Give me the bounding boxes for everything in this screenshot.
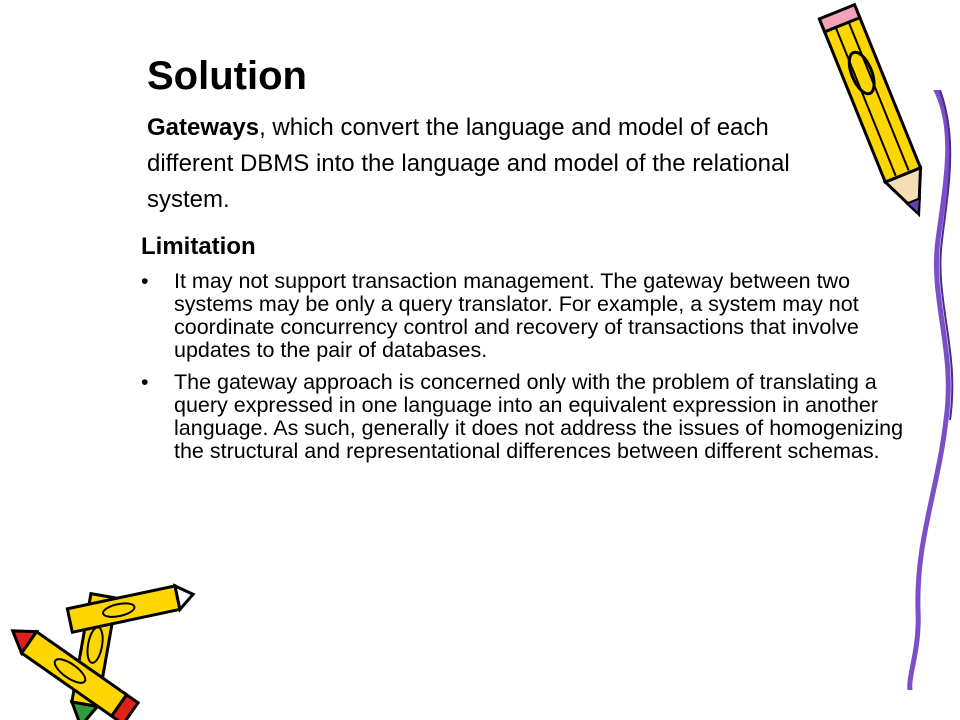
crayons-icon <box>0 576 200 720</box>
bullet-list <box>141 270 931 472</box>
bullet-glyph: • <box>141 269 149 293</box>
subtitle-text: , which convert the language and model of each different DBMS into the language and model of the relational system. <box>147 114 790 213</box>
bullet-text: The gateway approach is concerned only with the problem of translating a query expressed in one language into an equivalent expression in another language. As such, generally it does not address the issues of homogenizing the structural and representational differences between different schemas. <box>174 370 904 463</box>
subtitle-bold-term: Gateways <box>147 114 260 141</box>
slide-subtitle <box>147 110 837 218</box>
list-item <box>141 270 931 362</box>
list-item <box>141 371 931 463</box>
bullet-glyph: • <box>141 370 149 394</box>
slide-title: Solution <box>147 54 307 98</box>
section-heading: Limitation <box>141 233 256 260</box>
bullet-text: It may not support transaction management. The gateway between two systems may be only a query translator. For example, a system may not coordinate concurrency control and recovery of transactions that involve updates to the pair of databases. <box>174 269 859 362</box>
